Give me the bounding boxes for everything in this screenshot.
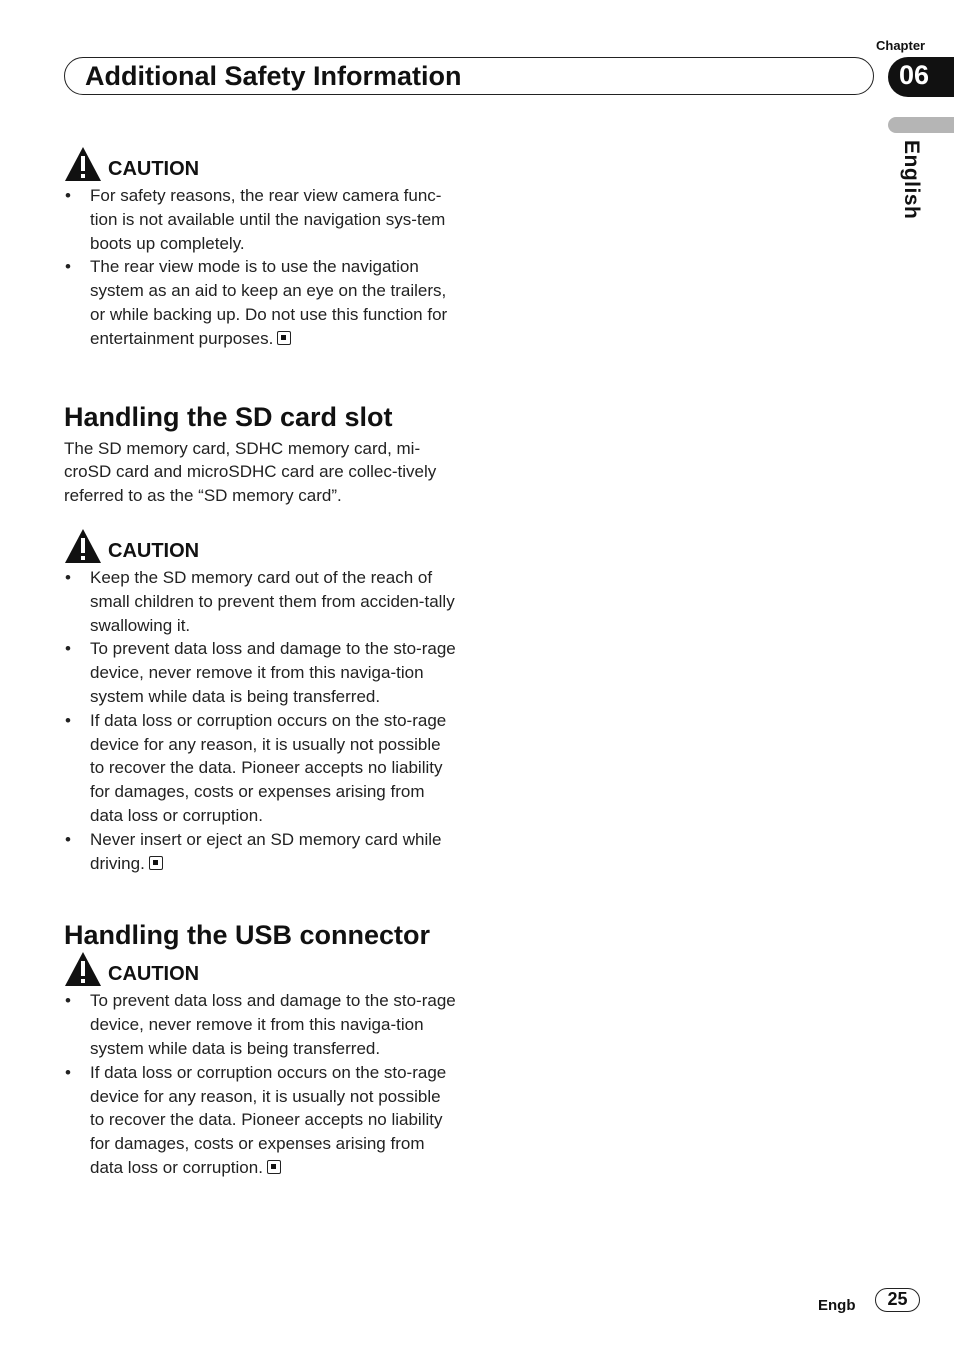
section-title: Handling the USB connector — [64, 920, 431, 951]
end-of-section-icon — [277, 331, 291, 345]
list-item: • Never insert or eject an SD memory card while driving. — [64, 828, 456, 876]
chapter-label: Chapter — [876, 38, 926, 53]
list-item: • To prevent data loss and damage to the sto-rage device, never remove it from this naviga-tion system while data is being transferred. — [64, 989, 456, 1060]
footer-language-code: Engb — [818, 1297, 856, 1314]
page-number: 25 — [875, 1288, 920, 1312]
caution-label: CAUTION — [108, 963, 200, 986]
list-item: • If data loss or corruption occurs on the sto-rage device for any reason, it is usually not possible to recover the data. Pioneer accepts no liability for damages, costs or expenses arising from data loss or corruption. — [64, 1061, 456, 1180]
list-item: • Keep the SD memory card out of the reach of small children to prevent them from acciden-tally swallowing it. — [64, 566, 456, 637]
caution-label: CAUTION — [108, 158, 200, 180]
chapter-title: Additional Safety Information — [85, 61, 462, 91]
section-title: Handling the SD card slot — [64, 401, 393, 432]
caution-heading — [64, 528, 456, 564]
list-item: • To prevent data loss and damage to the sto-rage device, never remove it from this naviga-tion system while data is being transferred. — [64, 637, 456, 708]
chapter-number-tab — [888, 57, 954, 97]
caution-heading — [64, 146, 456, 182]
section-intro: The SD memory card, SDHC memory card, mi-croSD card and microSDHC card are collec-tively referred to as the “SD memory card”. — [64, 438, 437, 506]
language-tab — [888, 117, 954, 133]
warning-triangle-icon — [64, 146, 102, 182]
caution-list — [64, 566, 456, 875]
end-of-section-icon — [149, 856, 163, 870]
caution-heading — [64, 951, 456, 987]
main-content — [64, 146, 456, 1180]
list-item: • If data loss or corruption occurs on the sto-rage device for any reason, it is usually not possible to recover the data. Pioneer accepts no liability for damages, costs or expenses arising from data loss or corruption. — [64, 709, 456, 828]
chapter-header-bar — [64, 57, 874, 95]
list-item: • For safety reasons, the rear view camera func-tion is not available until the navigation sys-tem boots up completely. — [64, 184, 456, 255]
warning-triangle-icon — [64, 528, 102, 564]
caution-list — [64, 184, 456, 351]
language-label: English — [900, 140, 923, 220]
end-of-section-icon — [267, 1160, 281, 1174]
list-item: • The rear view mode is to use the navigation system as an aid to keep an eye on the trailers, or while backing up. Do not use this function for entertainment purposes. — [64, 255, 456, 350]
caution-label: CAUTION — [108, 539, 200, 562]
caution-list — [64, 989, 456, 1179]
chapter-number: 06 — [899, 60, 930, 90]
warning-triangle-icon — [64, 951, 102, 987]
